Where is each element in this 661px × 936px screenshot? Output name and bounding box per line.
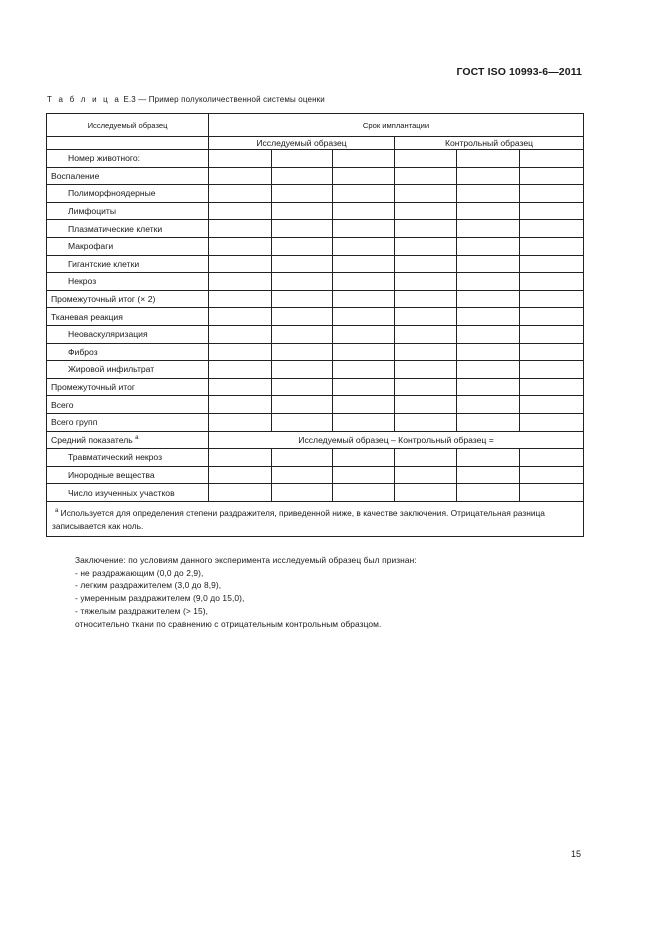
table-cell (395, 185, 457, 203)
table-row (47, 466, 584, 484)
row-label: Число изученных участков (47, 484, 209, 502)
table-cell (272, 449, 333, 467)
table-row (47, 343, 584, 361)
table-cell (457, 167, 520, 185)
row-label: Полиморфноядерные (47, 185, 209, 203)
table-cell (272, 413, 333, 431)
table-cell (209, 185, 272, 203)
table-cell (520, 466, 584, 484)
table-cell (209, 308, 272, 326)
table-footnote (47, 501, 584, 536)
table-cell (457, 220, 520, 238)
table-cell (520, 273, 584, 291)
table-cell (272, 343, 333, 361)
table-cell (333, 220, 395, 238)
table-cell (272, 167, 333, 185)
table-caption (47, 95, 325, 104)
table-cell (333, 466, 395, 484)
table-cell (333, 343, 395, 361)
table-cell (272, 220, 333, 238)
table-cell (395, 449, 457, 467)
table-row (47, 325, 584, 343)
table-cell (333, 290, 395, 308)
table-cell (457, 378, 520, 396)
table-cell (209, 325, 272, 343)
row-label: Плазматические клетки (47, 220, 209, 238)
table-cell (520, 237, 584, 255)
average-label (47, 431, 209, 449)
table-cell (520, 343, 584, 361)
subheader-test-sample: Исследуемый образец (209, 137, 395, 150)
table-cell (333, 361, 395, 379)
table-cell (333, 325, 395, 343)
table-cell (272, 308, 333, 326)
table-cell (520, 308, 584, 326)
footnote-row (47, 501, 584, 536)
table-cell (395, 167, 457, 185)
table-row (47, 273, 584, 291)
table-cell (395, 255, 457, 273)
table-cell (520, 484, 584, 502)
table-cell (457, 413, 520, 431)
table-cell (395, 325, 457, 343)
conclusion-line: - легким раздражителем (3,0 до 8,9), (75, 580, 222, 591)
table-cell (272, 273, 333, 291)
table-row (47, 290, 584, 308)
table-row (47, 185, 584, 203)
table-cell (209, 150, 272, 168)
table-cell (457, 466, 520, 484)
row-label: Номер животного: (47, 150, 209, 168)
table-row (47, 378, 584, 396)
table-cell (333, 484, 395, 502)
table-row (47, 202, 584, 220)
subheader-control-sample: Контрольный образец (395, 137, 584, 150)
table-cell (333, 449, 395, 467)
table-cell (457, 255, 520, 273)
table-cell (457, 237, 520, 255)
row-label: Промежуточный итог (47, 378, 209, 396)
conclusion-line: - не раздражающим (0,0 до 2,9), (75, 567, 204, 578)
table-subheader-row (47, 137, 584, 150)
table-row (47, 220, 584, 238)
table-cell (457, 361, 520, 379)
table-cell (520, 255, 584, 273)
table-cell (209, 484, 272, 502)
table-cell (395, 150, 457, 168)
conclusion-block (75, 554, 417, 630)
table-cell (272, 185, 333, 203)
table-cell (333, 378, 395, 396)
table-cell (272, 484, 333, 502)
table-cell (457, 150, 520, 168)
table-row (47, 167, 584, 185)
table-cell (457, 343, 520, 361)
table-cell (395, 413, 457, 431)
table-row (47, 361, 584, 379)
table-cell (209, 202, 272, 220)
table-cell (209, 237, 272, 255)
table-cell (209, 290, 272, 308)
conclusion-line: Заключение: по условиям данного эксперимента исследуемый образец был признан: (75, 555, 417, 565)
row-label: Гигантские клетки (47, 255, 209, 273)
table-cell (333, 255, 395, 273)
table-cell (272, 466, 333, 484)
table-cell (272, 150, 333, 168)
table-cell (457, 308, 520, 326)
table-cell (395, 237, 457, 255)
table-cell (395, 378, 457, 396)
table-cell (395, 273, 457, 291)
table-cell (272, 255, 333, 273)
table-cell (520, 413, 584, 431)
table-cell (520, 202, 584, 220)
table-cell (209, 167, 272, 185)
table-cell (395, 202, 457, 220)
table-cell (272, 325, 333, 343)
table-cell (520, 185, 584, 203)
row-label: Неоваскуляризация (47, 325, 209, 343)
table-cell (395, 343, 457, 361)
table-cell (457, 449, 520, 467)
table-cell (333, 150, 395, 168)
table-cell (395, 396, 457, 414)
table-cell (457, 290, 520, 308)
table-cell (272, 361, 333, 379)
table-row (47, 150, 584, 168)
table-cell (333, 185, 395, 203)
table-cell (520, 325, 584, 343)
table-cell (457, 396, 520, 414)
table-cell (333, 273, 395, 291)
table-row (47, 396, 584, 414)
row-label: Лимфоциты (47, 202, 209, 220)
row-label: Макрофаги (47, 237, 209, 255)
table-row (47, 255, 584, 273)
table-cell (333, 308, 395, 326)
table-header-row (47, 114, 584, 137)
average-row (47, 431, 584, 449)
table-row (47, 413, 584, 431)
subheader-empty (47, 137, 209, 150)
table-cell (395, 290, 457, 308)
header-implantation-period: Срок имплантации (209, 114, 584, 137)
row-label: Промежуточный итог (× 2) (47, 290, 209, 308)
table-cell (333, 413, 395, 431)
average-formula: Исследуемый образец – Контрольный образец = (209, 431, 584, 449)
page-number: 15 (571, 849, 582, 859)
table-cell (457, 202, 520, 220)
table-cell (457, 273, 520, 291)
table-cell (395, 484, 457, 502)
average-label-text: Средний показатель (51, 434, 133, 445)
table-cell (333, 396, 395, 414)
table-cell (457, 185, 520, 203)
table-cell (272, 202, 333, 220)
table-cell (209, 449, 272, 467)
table-cell (209, 220, 272, 238)
table-cell (209, 343, 272, 361)
row-label: Фиброз (47, 343, 209, 361)
table-cell (520, 449, 584, 467)
conclusion-line: - тяжелым раздражителем (> 15), (75, 605, 209, 616)
table-cell (209, 273, 272, 291)
footnote-text: Используется для определения степени раздражителя, приведенной ниже, в качестве заключения. Отрицательная разница записывается как ноль. (52, 508, 545, 531)
table-cell (395, 308, 457, 326)
table-cell (209, 255, 272, 273)
table-cell (395, 466, 457, 484)
footnote-marker: a (135, 434, 139, 441)
conclusion-line: относительно ткани по сравнению с отрицательным контрольным образцом. (75, 618, 382, 629)
table-cell (272, 237, 333, 255)
table-cell (209, 361, 272, 379)
table-cell (520, 167, 584, 185)
table-cell (520, 220, 584, 238)
row-label: Воспаление (47, 167, 209, 185)
table-cell (272, 290, 333, 308)
table-cell (272, 396, 333, 414)
row-label: Всего (47, 396, 209, 414)
table-cell (520, 150, 584, 168)
row-label: Инородные вещества (47, 466, 209, 484)
table-row (47, 449, 584, 467)
conclusion-line: - умеренным раздражителем (9,0 до 15,0), (75, 593, 245, 604)
table-cell (395, 361, 457, 379)
row-label: Жировой инфильтрат (47, 361, 209, 379)
table-row (47, 237, 584, 255)
table-caption-prefix: Т а б л и ц а (47, 95, 122, 104)
table-cell (457, 484, 520, 502)
document-code: ГОСТ ISO 10993-6—2011 (456, 66, 582, 78)
row-label: Травматический некроз (47, 449, 209, 467)
table-cell (209, 396, 272, 414)
table-cell (520, 378, 584, 396)
table-cell (520, 290, 584, 308)
footnote-marker: a (55, 508, 59, 515)
row-label: Тканевая реакция (47, 308, 209, 326)
table-cell (209, 378, 272, 396)
table-row (47, 484, 584, 502)
table-cell (209, 413, 272, 431)
table-cell (520, 396, 584, 414)
table-cell (395, 220, 457, 238)
table-cell (333, 202, 395, 220)
table-cell (272, 378, 333, 396)
header-test-sample: Исследуемый образец (47, 114, 209, 137)
table-cell (333, 237, 395, 255)
row-label: Всего групп (47, 413, 209, 431)
table-cell (333, 167, 395, 185)
table-cell (457, 325, 520, 343)
table-cell (209, 466, 272, 484)
table-caption-text: Е.3 — Пример полуколичественной системы оценки (121, 95, 325, 104)
row-label: Некроз (47, 273, 209, 291)
table-row (47, 308, 584, 326)
table-cell (520, 361, 584, 379)
evaluation-table (46, 113, 584, 537)
